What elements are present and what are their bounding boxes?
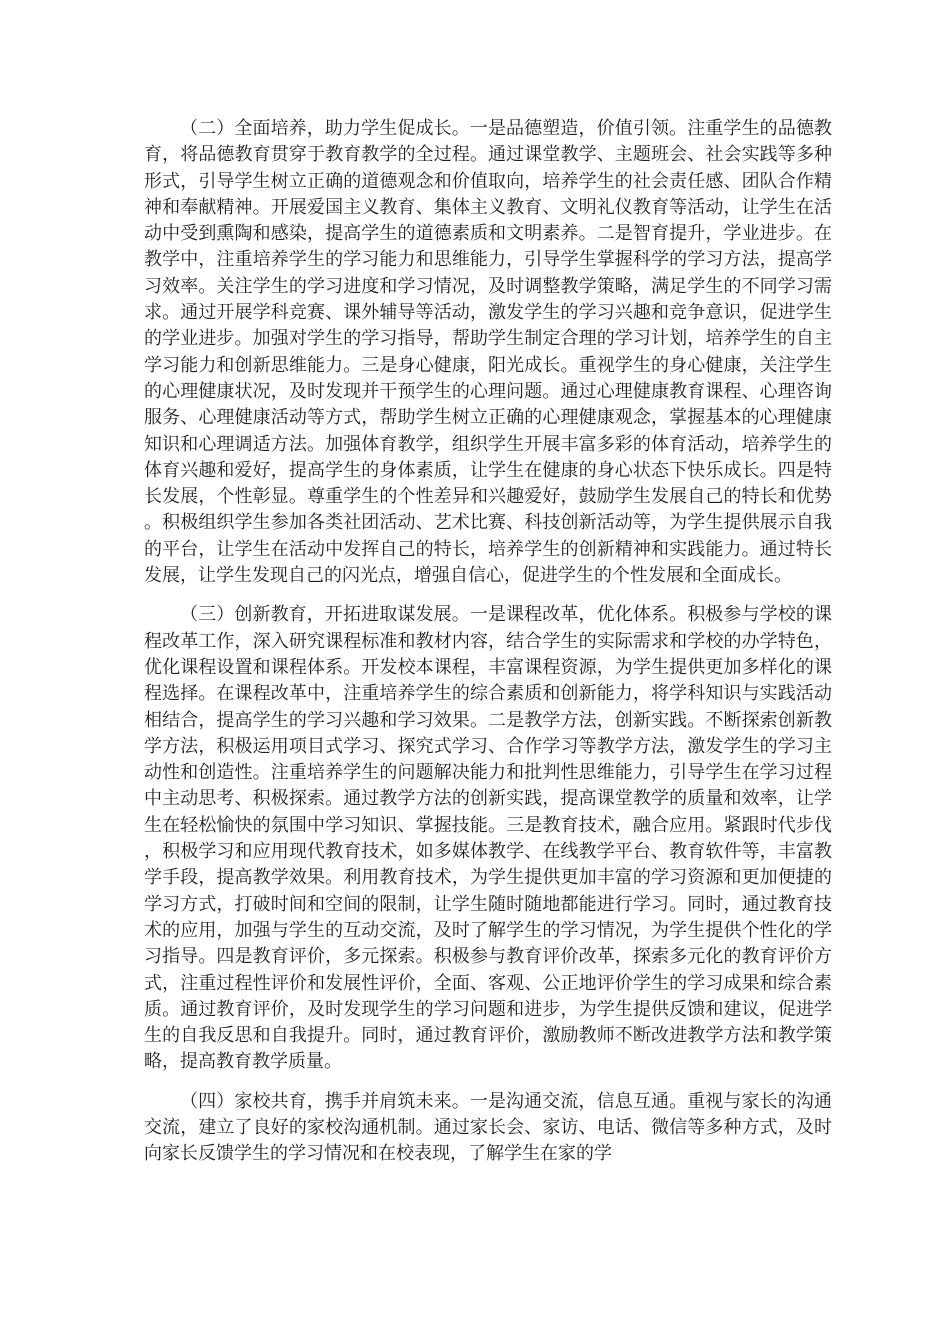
document-body [144,116,832,1181]
paragraph-comprehensive-cultivation: （二）全面培养，助力学生促成长。一是品德塑造，价值引领。注重学生的品德教育，将品德教育贯穿于教育教学的全过程。通过课堂教学、主题班会、社会实践等多种形式，引导学生树立正确的道德观念和价值取向，培养学生的社会责任感、团队合作精神和奉献精神。开展爱国主义教育、集体主义教育、文明礼仪教育等活动，让学生在活动中受到熏陶和感染，提高学生的道德素质和文明素养。二是智育提升，学业进步。在教学中，注重培养学生的学习能力和思维能力，引导学生掌握科学的学习方法，提高学习效率。关注学生的学习进度和学习情况，及时调整教学策略，满足学生的不同学习需求。通过开展学科竞赛、课外辅导等活动，激发学生的学习兴趣和竞争意识，促进学生的学业进步。加强对学生的学习指导，帮助学生制定合理的学习计划，培养学生的自主学习能力和创新思维能力。三是身心健康，阳光成长。重视学生的身心健康，关注学生的心理健康状况，及时发现并干预学生的心理问题。通过心理健康教育课程、心理咨询服务、心理健康活动等方式，帮助学生树立正确的心理健康观念，掌握基本的心理健康知识和心理调适方法。加强体育教学，组织学生开展丰富多彩的体育活动，培养学生的体育兴趣和爱好，提高学生的身体素质，让学生在健康的身心状态下快乐成长。四是特长发展，个性彰显。尊重学生的个性差异和兴趣爱好，鼓励学生发展自己的特长和优势。积极组织学生参加各类社团活动、艺术比赛、科技创新活动等，为学生提供展示自我的平台，让学生在活动中发挥自己的特长，培养学生的创新精神和实践能力。通过特长发展，让学生发现自己的闪光点，增强自信心，促进学生的个性发展和全面成长。 [144,118,832,587]
paragraph-home-school-cooperation: （四）家校共育，携手并肩筑未来。一是沟通交流，信息互通。重视与家长的沟通交流，建立了良好的家校沟通机制。通过家长会、家访、电话、微信等多种方式，及时向家长反馈学生的学习情况和在校表现，了解学生在家的学 [144,1090,832,1165]
paragraph-innovative-education: （三）创新教育，开拓进取谋发展。一是课程改革，优化体系。积极参与学校的课程改革工作，深入研究课程标准和教材内容，结合学生的实际需求和学校的办学特色，优化课程设置和课程体系。开发校本课程，丰富课程资源，为学生提供更加多样化的课程选择。在课程改革中，注重培养学生的综合素质和创新能力，将学科知识与实践活动相结合，提高学生的学习兴趣和学习效果。二是教学方法，创新实践。不断探索创新教学方法，积极运用项目式学习、探究式学习、合作学习等教学方法，激发学生的学习主动性和创造性。注重培养学生的问题解决能力和批判性思维能力，引导学生在学习过程中主动思考、积极探索。通过教学方法的创新实践，提高课堂教学的质量和效率，让学生在轻松愉快的氛围中学习知识、掌握技能。三是教育技术，融合应用。紧跟时代步伐，积极学习和应用现代教育技术，如多媒体教学、在线教学平台、教育软件等，丰富教学手段，提高教学效果。利用教育技术，为学生提供更加丰富的学习资源和更加便捷的学习方式，打破时间和空间的限制，让学生随时随地都能进行学习。同时，通过教育技术的应用，加强与学生的互动交流，及时了解学生的学习情况，为学生提供个性化的学习指导。四是教育评价，多元探索。积极参与教育评价改革，探索多元化的教育评价方式，注重过程性评价和发展性评价，全面、客观、公正地评价学生的学习成果和综合素质。通过教育评价，及时发现学生的学习问题和进步，为学生提供反馈和建议，促进学生的自我反思和自我提升。同时，通过教育评价，激励教师不断改进教学方法和教学策略，提高教育教学质量。 [144,604,832,1073]
